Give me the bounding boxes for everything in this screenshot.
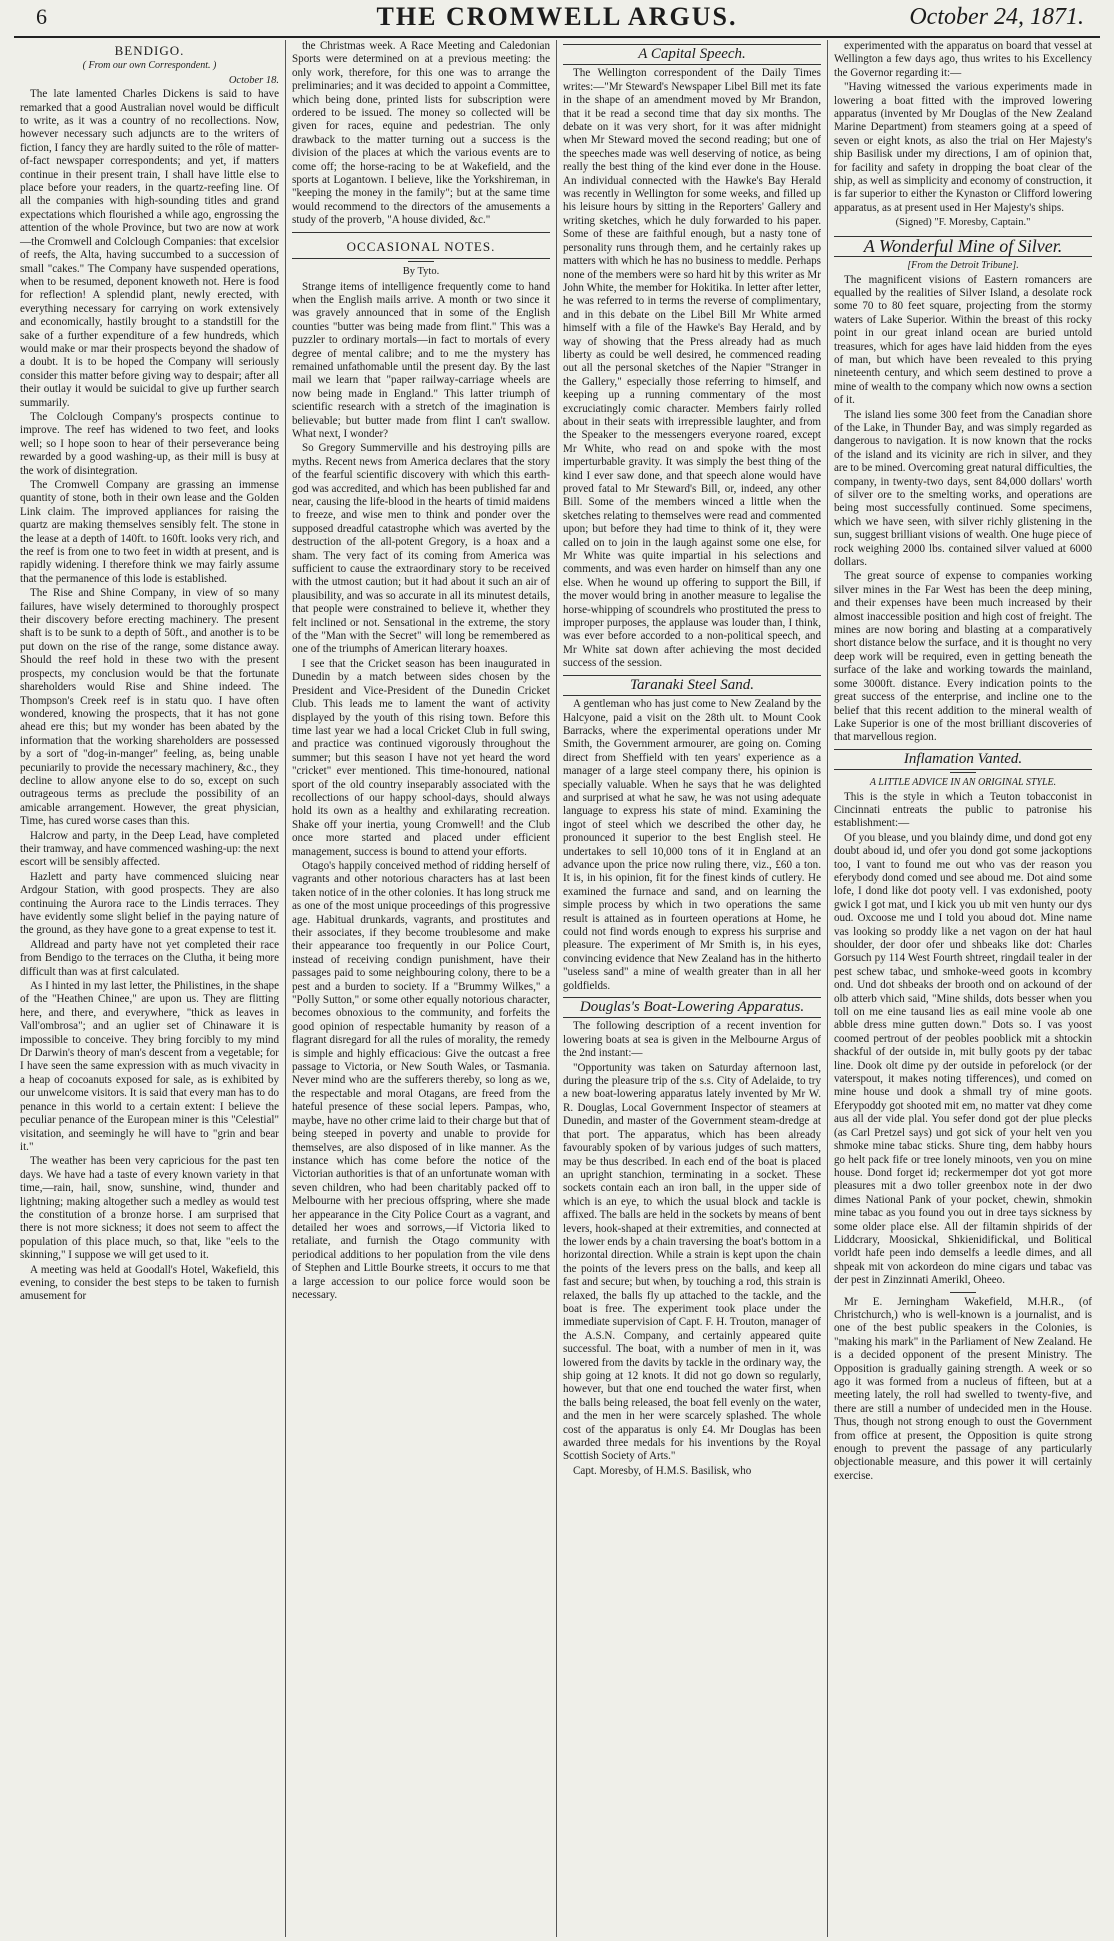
article-heading: OCCASIONAL NOTES. xyxy=(346,238,496,254)
columns xyxy=(14,40,1100,1937)
paragraph: Capt. Moresby, of H.M.S. Basilisk, who xyxy=(573,1464,752,1477)
column-3 xyxy=(556,40,827,1937)
column-1 xyxy=(14,40,285,1937)
paragraph: The magnificent visions of Eastern romancers are equalled by the realities of Silver Island, a desolate rock some 70 to 80 feet square, projecting from the stormy waters of Lake Superior. Within the breast of this rocky point in our great inland ocean are buried untold treasures, which for ages have laid hidden from the eyes of man, but which have been revealed to this prying nineteenth century, and which seem destined to prove a mine of wealth to the company which now owns a section of it. xyxy=(834,273,1092,407)
paragraph: Strange items of intelligence frequently come to hand when the English mails arrive. A month or two since it was gravely announced that in some of the English counties "butter was being made from flint." This was a puzzler to ordinary mortals—in fact to mortals of every degree of mental calibre; and to me the mystery has remained unfathomable until the present day. By the last mail we learn that "paper railway-carriage wheels are now being made in England." This latter triumph of scientific research with a stretch of the imagination is believable; but butter made from flint I can't swallow. What next, I wonder? xyxy=(292,280,550,440)
paragraph: The following description of a recent invention for lowering boats at sea is given in the Melbourne Argus of the 2nd instant:— xyxy=(563,1020,821,1060)
paragraph: the Christmas week. A Race Meeting and Caledonian Sports were determined on at a previous meeting: the only work, therefore, for this one was to arrange the preliminaries; and it was decided to appoint a Committee, which being done, printed lists for subscription were ordered to be issued. The money so collected will be given for races, equine and pedestrian. The only drawback to the matter turning out a success is the division of the places at which the various events are to come off; the horse-racing to be at Wakefield, and the sports at Logantown. I believe, like the Yorkshireman, in "keeping the money in the family"; but at the same time would recommend to the directors of the amusements a study of the proverb, "A house divided, &c." xyxy=(292,40,550,227)
paragraph: A meeting was held at Goodall's Hotel, Wakefield, this evening, to consider the best steps to be taken to furnish amusement for xyxy=(20,1263,279,1303)
article-bendigo-continued xyxy=(292,40,550,228)
paragraph: "Having witnessed the various experiments made in lowering a boat fitted with the improved lowering apparatus (invented by Mr Douglas of the New Zealand Marine Department) from steamers going at a speed of seven or eight knots, as also the trial on Her Majesty's ship Basilisk under my directions, I am of opinion that, for facility and safety in dropping the boat clear of the ship, as well as simplicity and economy of construction, it is far superior to either the Kynaston or Clifford lowering apparatus, as at present used in Her Majesty's ships. xyxy=(834,81,1092,214)
paragraph: The Cromwell Company are grassing an immense quantity of stone, both in their own lease and the Golden Link claim. The improved appliances for raising the quartz are making themselves sensibly felt. The stone in the lease at a depth of 140ft. to 160ft. looks very rich, and the reef is from one to two feet in width at present, and is rapidly widening. I therefore think we may fairly assume that the permanence of this lode is established. xyxy=(20,479,279,585)
divider xyxy=(408,261,434,262)
paragraph: The Wellington correspondent of the Daily Times writes:—"Mr Steward's Newspaper Libel Bill met its fate in the shape of an amendment moved by Mr Brandon, that it be read a second time that day six months. The debate on it was very short, for it was after midnight when Mr Steward moved the second reading; but one of the speeches made was well deserving of notice, as being really the best thing of the kind ever done in the House. An individual connected with the Hawke's Bay Herald was recently in Wellington for some weeks, and filled up his leisure hours by sitting in the Reporters' Gallery and writing sketches, which he duly forwarded to his paper. Some of these are faithful enough, but a nasty tone of personality runs through them, and he certainly rakes up matters with which he has no business to meddle. Perhaps none of the members were so hard hit by this writer as Mr John White, the member for Hokitika. In letter after letter, he was referred to in terms the reverse of complimentary, and in this debate on the Libel Bill Mr White armed himself with a file of the Hawke's Bay Herald, and by way of showing that the Press already had as much liberty as could be well desired, he commenced reading out all the personal sketches of the Napier "Stranger in the Gallery," especially those referring to himself, and keeping up a running commentary of the most excruciatingly comic character. Members fairly rolled about in their seats with irrepressible laughter, and from the Speaker to the messengers everyone roared, except Mr White, who read on and spoke with the most imperturbable gravity. It was simply the best thing of the kind I ever saw done, and that speech alone would have proved fatal to Mr Steward's Bill, or, indeed, any other Bill. Some of the members winced a little when the sketches relating to themselves were read and commented upon; but before they had time to think of it, they were called on to join in the laugh against some one else, for Mr White was quite impartial in his selections and comments, and was even harder on himself than any one else. When he wound up offering to support the Bill, if the mover would bring in another measure to legalise the horse-whipping of scoundrels who prostituted the press to improper purposes, the applause was louder than, I think, was ever before accorded to a non-political speech, and Mr White sat down after achieving the most decided success of the session. xyxy=(563,67,821,670)
article-capital-speech xyxy=(563,44,821,671)
article-byline: By Tyto. xyxy=(402,266,440,278)
article-occasional-notes xyxy=(292,232,550,1303)
article-inflamation-vanted xyxy=(834,749,1092,1288)
article-douglas-continued xyxy=(834,40,1092,230)
page-number: 6 xyxy=(36,4,47,29)
paragraph: experimented with the apparatus on board that vessel at Wellington a few days ago, thus writes to his Excellency the Governor regarding it:— xyxy=(834,40,1092,79)
paragraph: I see that the Cricket season has been inaugurated in Dunedin by a match between sides chosen by the President and Vice-President of the Dunedin Cricket Club. This leads me to lament the want of activity displayed by the youth of this rising town. Before this time last year we had a local Cricket Club in full swing, and practice was continued vigorously throughout the summer; but this season I have not yet heard the word "cricket" ever mentioned. This time-honoured, national sport of the old country inseparably associated with the recollections of our happy school-days, should always hold its own as a healthy and exhilarating recreation. Shake off your inertia, young Cromwell! and the Club once more started and placed under efficient management, success is bound to attend your efforts. xyxy=(292,657,550,858)
masthead xyxy=(14,0,1100,38)
paragraph: Mr E. Jerningham Wakefield, M.H.R., (of Christchurch,) who is well-known is a journalist, and is one of the best public speakers in the Colonies, is "making his mark" in the Parliament of New Zealand. He is a decided opponent of the present Ministry. The Opposition is gradually gaining strength. A week or so ago it was formed from a nucleus of fifteen, but at a meeting lately, the roll had swelled to twenty-five, and there are still a number of undecided men in the House. Thus, though not strong enough to oust the Government from office at present, the Opposition is quite strong enough to prevent the passage of any particularly objectionable measure, and this power it will certainly exercise. xyxy=(834,1295,1092,1482)
paragraph: This is the style in which a Teuton tobacconist in Cincinnati entreats the public to patronise his establishment:— xyxy=(834,790,1092,830)
article-taranaki-steel-sand xyxy=(563,675,821,993)
column-4 xyxy=(827,40,1098,1937)
paragraph: Halcrow and party, in the Deep Lead, have completed their tramway, and have commenced washing-up: the next escort will be sensibly affected. xyxy=(20,829,279,869)
paragraph: Hazlett and party have commenced sluicing near Ardgour Station, with good prospects. They are also continuing the Aurora race to the Lindis terraces. They have evidently some slight belief in the paying nature of the ground, as they have gone to a great expense to test it. xyxy=(20,870,279,937)
paragraph: The Rise and Shine Company, in view of so many failures, have wisely determined to thoroughly prospect their discovery before erecting machinery. The present shaft is to be sunk to a depth of 50ft., and another is to be put down on the rise of the range, some distance away. Should the reef hold in these two with the present prospects, my conclusion would be that the fortunate shareholders would Rise and Shine indeed. The Thompson's Creek reef is in statu quo. I have often wondered, knowing the prospects, that it has not gone ahead ere this; but my wonder has been abated by the information that the working shareholders are possessed by a sort of "dog-in-manger" feeling, as, being unable pecuniarily to provide the necessary machinery, &c., they decline to allow anyone else to do so, except on such outrageous terms as preclude the possibility of an amicable arrangement. However, the great physician, Time, has cured worse cases than this. xyxy=(20,587,279,828)
paragraph: The Colclough Company's prospects continue to improve. The reef has widened to two feet, and looks well; so I hope soon to hear of their perseverance being rewarded by a good washing-up, as their mill is busy at the work of disintegration. xyxy=(20,410,279,477)
issue-date: October 24, 1871. xyxy=(909,4,1084,30)
paragraph: As I hinted in my last letter, the Philistines, in the shape of the "Heathen Chinee," are upon us. They are flitting here, and there, and everywhere, "thick as leaves in Vall'ombrosa"; and an uglier set of Chinaware it is impossible to conceive. They bring forcibly to my mind Dr Darwin's theory of man's descent from a vegetable; for I have seen the same expression with as much vivacity in a heap of cocoanuts exposed for sale, as is exhibited by our unwelcome visitors. It is said that every man has to do penance in this world to a certain extent: I believe the peculiar penance of the European miner is this "Celestial" visitation, and seemingly he will have to "grin and bear it." xyxy=(20,980,279,1153)
paragraph: Alldread and party have not yet completed their race from Bendigo to the terraces on the Clutha, it being more difficult than was at first calculated. xyxy=(20,938,279,978)
article-heading: Douglas's Boat-Lowering Apparatus. xyxy=(563,997,821,1018)
article-heading: A Wonderful Mine of Silver. xyxy=(834,236,1092,257)
divider xyxy=(950,772,976,773)
paragraph: Of you blease, und you blaindy dime, und dond got eny doubt aboud id, und ofer you dond got some jackoptions too, I vant to found me out who vas der reason you eferybody dond comed und see aboud me. Dot aind some lofe, I dond like dot pooty vell. I vas exdonished, pooty gwick I got mat, und I kick you ub mit ven hunty our dys oud. Oxcoose me und I told you aboud dot. Mine name vas looking so proddy like a net vagon on der hat haul shoulder, der door ofer und shbeaks like dot: Charles Gorsuch py 114 West Fourth shtreet, ringdail tealer in der pest schew tabac, und smhoke-weed goots in kcombry ond. Und dot shbeaks der brooth ond on ackound of der olb atterb vhich said, "Mine shilds, dots besser when you toll on me eine tausand lies as eail mine voole ab one abble dress mine gutten down." Dots so. I vas yoost coomed pertrout of der peobles pooblick mit a shtockin shackful of der outside in, mit bully goots py der tabac line. Dook olt dime py der outside in peforelock (or der vaterspout, it makes noting tifferences), und comed on mine house und dook a shmall try of mine goots. Eferypoddy got shooted mit em, no matter vat dhey come aus all der vide plal. You sefer dond got der plue plecks (as Carl Pretzel says) und got sick of your helt ven you shmoke mine tabac sticks. Shure ting, dem habby hours go helt pack fife or tree lonely minoots, ven you on mine house. Dond forget id; reckermemper dot yot got more pleasures mit a dwo toller greenbox note in der dwo dimes National Pank of your pocket, chewin, shmokin mine tabac as you found you out in dree tays sickness by some older place else. All der filtamin shpirids of der Liddcrary, Moosickal, Shkienidifickal, und Bolitical vorldt hafe peen indo demselfs a leedle dimes, and all shpeak mit von ackordeon do mine cigars und tabac vas der pest in Zinzinnati Amerikl, Oheeo. xyxy=(834,831,1092,1287)
divider xyxy=(950,1292,976,1293)
paragraph: The island lies some 300 feet from the Canadian shore of the Lake, in Thunder Bay, and was simply regarded as dangerous to navigation. It is now known that the rocks of the island and its vicinity are rich in silver, and they are to be mined. Overcoming great natural difficulties, the company, in twenty-two days, sent 84,000 dollars' worth of silver ore to the smelting works, and operations are being most successfully continued. Some specimens, which we have seen, with silver richly glistening in the sun, suggest brilliant visions of wealth. One huge piece of rock weighing 2000 lbs. contained silver valued at 6000 dollars. xyxy=(834,408,1092,569)
article-heading: BENDIGO. xyxy=(114,43,185,58)
heading-box xyxy=(292,232,550,259)
article-silver-mine xyxy=(834,236,1092,745)
article-subheading: ( From our own Correspondent. ) xyxy=(82,60,217,72)
signature-line: (Signed) "F. Moresby, Captain." xyxy=(895,217,1031,229)
paragraph: The weather has been very capricious for the past ten days. We have had a taste of every known variety in that time,—rain, hail, snow, sunshine, wind, thunder and lightning; making altogether such a medley as would test the constitution of a bronze horse. I am surprised that there is not more sickness; it does not seem to affect the population of this place much, so that, like "eels to the skinning," I suppose we will get used to it. xyxy=(20,1155,279,1262)
newspaper-title: THE CROMWELL ARGUS. xyxy=(376,2,738,31)
paragraph: So Gregory Summerville and his destroying pills are myths. Recent news from America declares that the story of the fearful scientific discovery with which this earth-god was accredited, and which has been published far and near, causing the life-blood in the hearts of timid maidens to freeze, and wise men to think and ponder over the supposed dreadful catastrophe which was averted by the destruction of the all-potent Gregory, is a hoax and a sham. The very fact of its coming from America was sufficient to cause the extraordinary story to be received with the utmost caution; but it had about it such an air of plausibility, and was so accurate in all its minutest details, that people were constrained to believe it, whether they felt inclined or not. Sensational in the extreme, the story of the "Man with the Secret" will long be remembered as one of the triumphs of American literary hoaxes. xyxy=(292,442,550,656)
column-2 xyxy=(285,40,556,1937)
article-bendigo xyxy=(20,44,279,1304)
article-source: [From the Detroit Tribune]. xyxy=(907,260,1019,272)
paragraph: A gentleman who has just come to New Zealand by the Halcyone, paid a visit on the 28th ult. to Mount Cook Barracks, where the experimental operations under Mr Smith, the Government armourer, are going on. Coming direct from Sheffield with ten years' experience as a manager of a large steel company there, his opinion is specially valuable. When he says that he was delighted and surprised at what he saw, he was not using adequate language to express his state of mind. Examining the ingot of steel which we described the other day, he pronounced it superior to the best English steel. He undertakes to sell 10,000 tons of it in England at an advance upon the price now ruling there, viz., £60 a ton. It is, in his opinion, fit for the finest kinds of cutlery. He examined the furnace and sand, and on learning the simple process by which in two operations the same result is attained as in fourteen operations at Home, he could not find words enough to express his surprise and pleasure. The experiment of Mr Smith is, in his eyes, convincing evidence that New Zealand has in the hitherto "useless sand" a mine of wealth greater than in all her goldfields. xyxy=(563,698,821,992)
article-heading: A Capital Speech. xyxy=(563,44,821,65)
paragraph: "Opportunity was taken on Saturday afternoon last, during the pleasure trip of the s.s. City of Adelaide, to try a new boat-lowering apparatus lately invented by Mr W. R. Douglas, Local Government Inspector of steamers at Dunedin, and master of the Government steam-dredge at that port. The apparatus, which has been already favourably spoken of by various judges of such matters, may be thus described. In each end of the boat is placed an upright stanchion, terminating in a socket. These sockets contain each an iron ball, in the upper side of which is an eye, to which the usual block and tackle is affixed. The balls are held in the sockets by means of bent levers, hook-shaped at their extremities, and connected at the lower ends by a chain traversing the boat's bottom in a horizontal direction. While a strain is kept upon the chain the points of the levers press on the balls, and keep all fast and secure; but when, by touching a rod, this strain is relaxed, the balls fly up attached to the tackle, and the boat is free. The experiment took place under the immediate supervision of Capt. F. H. Trouton, manager of the A.S.N. Company, and certainly appeared quite successful. The boat, with a number of men in it, was lowered from the davits by tackle in the ordinary way, the ship going at 12 knots. It did not go down so regularly, however, but that one end touched the water first, when the balls being released, the boat fell evenly on the water, and the men in her were scarcely splashed. The whole cost of the apparatus is only £4. Mr Douglas has been awarded three medals for his inventions by the Royal Scottish Society of Arts." xyxy=(563,1061,822,1463)
article-douglas-boat-lowering xyxy=(563,997,821,1478)
article-heading: Inflamation Vanted. xyxy=(834,749,1092,770)
article-heading: Taranaki Steel Sand. xyxy=(563,675,821,696)
article-wakefield xyxy=(834,1296,1092,1484)
article-subheading: A LITTLE ADVICE IN AN ORIGINAL STYLE. xyxy=(869,777,1057,789)
paragraph: The late lamented Charles Dickens is said to have remarked that a good Australian novel would be difficult to write, as it was a country of no recollections. Now, however necessary such adjuncts are to the writers of fiction, I fancy they are hardly suited to the rôle of matter-of-fact newspaper correspondents; and yet, if matters continue in their present train, I shall have little else to place before your readers, in the quartz-reefing line. Of all the companies with high-sounding titles and grand expectations which flourished a while ago, engrossing the attention of the whole Province, but two are now at work—the Cromwell and Colclough Companies: that excelsior of reefs, the Alta, having succumbed to a succession of small "cakes." The Company have suspended operations, when to be resumed, deponent knoweth not. Here is food for reflection! A splendid plant, newly erected, with everything necessary for carrying on work extensively and economically, hastily brought to a standstill for the sake of a further expenditure of a few hundreds, which would make or mar their prospects beyond the shadow of a doubt. It is to be hoped the Company will seriously consider this matter before giving way to despair; after all their outlay it would be suicidal to give up further search summarily. xyxy=(20,88,279,409)
paragraph: Otago's happily conceived method of ridding herself of vagrants and other notorious characters has at last been taken notice of in the other colonies. It has long struck me as one of the most unique proceedings of this progressive age. Habitual drunkards, vagrants, and prostitutes and their associates, if they become troublesome and make their appearance too frequently in our Police Court, instead of receiving condign punishment, have their passages paid to some neighbouring colony, there to be a pest and a burden to society. If a "Brummy Wilkes," a "Polly Sutton," or some other equally notorious character, becomes obnoxious to the community, and forfeits the good opinion of respectable humanity by reason of a flagrant disregard for all the rules of morality, the remedy is simple and highly efficacious: Give the outcast a free passage to Victoria, or New South Wales, or Tasmania. Never mind who are the sufferers thereby, so long as we, the respectable and moral Otagans, are freed from the hateful presence of these social lepers. Pampas, who, maybe, have no other crime laid to their charge but that of being steeped in poverty and unable to provide for themselves, are also disposed of in like manner. As the instance which has come before the notice of the Victorian authorities is that of an unfortunate woman with seven children, who had been charitably packed off to Melbourne with her precious offspring, where she made her appearance in the City Police Court as a vagrant, and detailed her woes and sorrows,—if Victoria liked to retaliate, and furnish the Otago community with periodical additions to her population from the vile dens of Stephen and Little Bourke streets, it occurs to me that a large accession to our police force would soon be necessary. xyxy=(292,859,550,1301)
paragraph: The great source of expense to companies working silver mines in the Far West has been the deep mining, and their expenses have been much increased by their almost inaccessible position and high cost of freight. The mines are now boring and blasting at a comparatively short distance below the surface, and it is thought no very deep work will be required, even in getting beneath the surface of the lake and working towards the mainland, some 3000ft. distance. Every indication points to the great success of the enterprise, and incline one to the belief that this recent addition to the mineral wealth of Lake Superior is one of the most brilliant discoveries of that marvellous region. xyxy=(834,570,1092,744)
article-dateline: October 18. xyxy=(228,74,279,86)
